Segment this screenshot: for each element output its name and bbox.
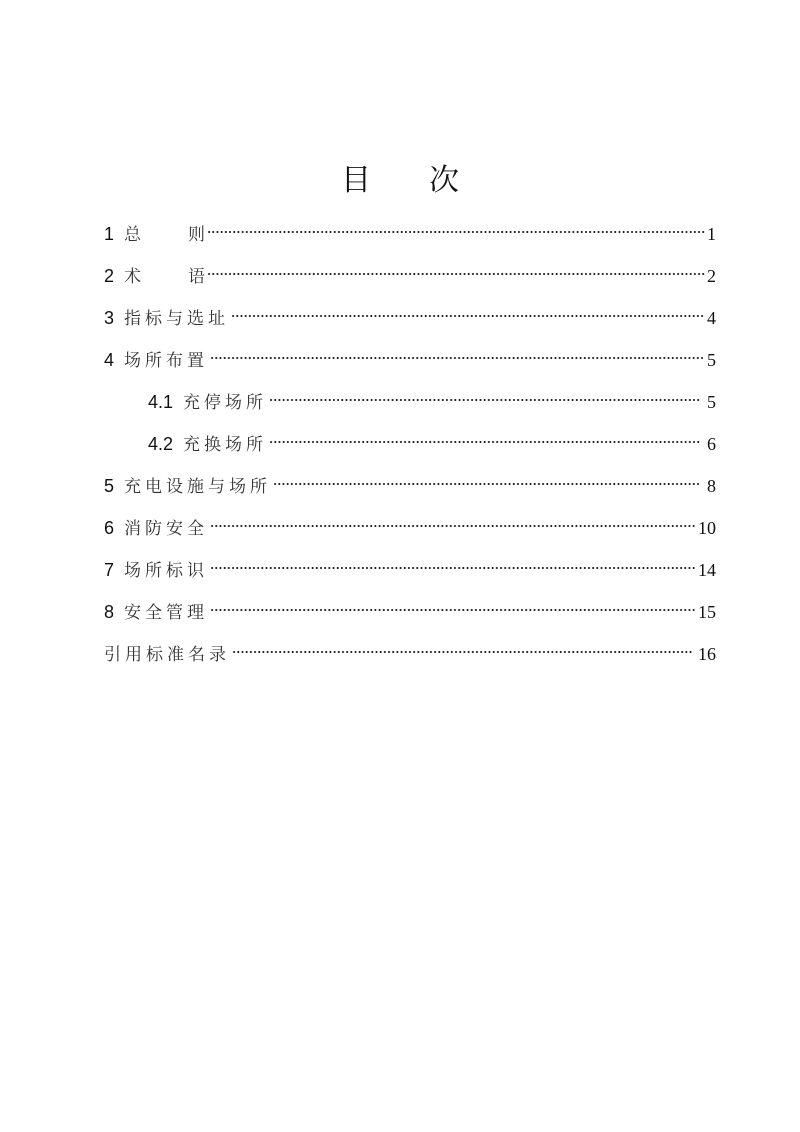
title-char-2: 次 xyxy=(429,163,459,198)
toc-entry-page: 5 xyxy=(707,350,716,370)
dot-leader xyxy=(207,254,705,282)
toc-entry-charging-parking-site[interactable] xyxy=(104,380,716,422)
toc-entry-label: 消防安全 xyxy=(124,519,209,539)
toc-entry-page: 5 xyxy=(707,392,716,412)
toc-entry-safety-management[interactable] xyxy=(104,590,716,632)
toc-entry-number: 4 xyxy=(104,350,115,370)
toc-entry-label: 安全管理 xyxy=(124,603,209,623)
toc-entry-page: 14 xyxy=(698,560,716,580)
toc-entry-page: 2 xyxy=(707,266,716,286)
toc-entry-label: 场所标识 xyxy=(124,561,209,581)
toc-entry-indicators-and-siting[interactable] xyxy=(104,296,716,338)
dot-leader xyxy=(210,338,705,366)
dot-leader xyxy=(269,380,701,408)
toc-entry-general-provisions[interactable] xyxy=(104,212,716,254)
toc-entry-number: 2 xyxy=(104,266,115,286)
dot-leader xyxy=(269,422,701,450)
dot-leader xyxy=(210,506,696,534)
dot-leader xyxy=(210,548,696,576)
toc-entry-label: 充电设施与场所 xyxy=(124,477,272,497)
toc-entry-number: 1 xyxy=(104,224,115,244)
toc-entry-page: 10 xyxy=(698,518,716,538)
toc-entry-number: 3 xyxy=(104,308,115,328)
toc-entry-page: 8 xyxy=(707,476,716,496)
dot-leader xyxy=(273,464,701,492)
toc-entry-charging-facilities[interactable] xyxy=(104,464,716,506)
toc-entry-page: 6 xyxy=(707,434,716,454)
toc-entry-site-signage[interactable] xyxy=(104,548,716,590)
toc-entry-referenced-standards[interactable] xyxy=(104,632,716,674)
toc-entry-label: 总 则 xyxy=(124,225,206,245)
toc-entry-label: 引用标准名录 xyxy=(104,645,230,665)
toc-entry-page: 15 xyxy=(698,602,716,622)
toc-entry-number: 6 xyxy=(104,518,115,538)
toc-entry-page: 1 xyxy=(707,224,716,244)
toc-entry-label: 指标与选址 xyxy=(124,309,230,329)
toc-entry-label: 场所布置 xyxy=(124,351,209,371)
toc-entry-site-layout[interactable] xyxy=(104,338,716,380)
toc-entry-terms[interactable] xyxy=(104,254,716,296)
dot-leader xyxy=(231,296,705,324)
page-title xyxy=(0,155,800,199)
toc-entry-page: 4 xyxy=(707,308,716,328)
toc-entry-label: 术 语 xyxy=(124,267,206,287)
title-char-1: 目 xyxy=(341,163,371,198)
toc-entry-number: 4.2 xyxy=(148,434,174,454)
toc-entry-number: 5 xyxy=(104,476,115,496)
toc-entry-battery-swap-site[interactable] xyxy=(104,422,716,464)
toc-entry-fire-safety[interactable] xyxy=(104,506,716,548)
table-of-contents xyxy=(104,212,716,674)
dot-leader xyxy=(207,212,705,240)
toc-entry-label: 充停场所 xyxy=(183,393,268,413)
toc-entry-number: 7 xyxy=(104,560,115,580)
toc-entry-label: 充换场所 xyxy=(183,435,268,455)
toc-entry-number: 4.1 xyxy=(148,392,174,412)
toc-entry-page: 16 xyxy=(698,644,716,664)
dot-leader xyxy=(232,632,692,660)
toc-entry-number: 8 xyxy=(104,602,115,622)
dot-leader xyxy=(210,590,696,618)
